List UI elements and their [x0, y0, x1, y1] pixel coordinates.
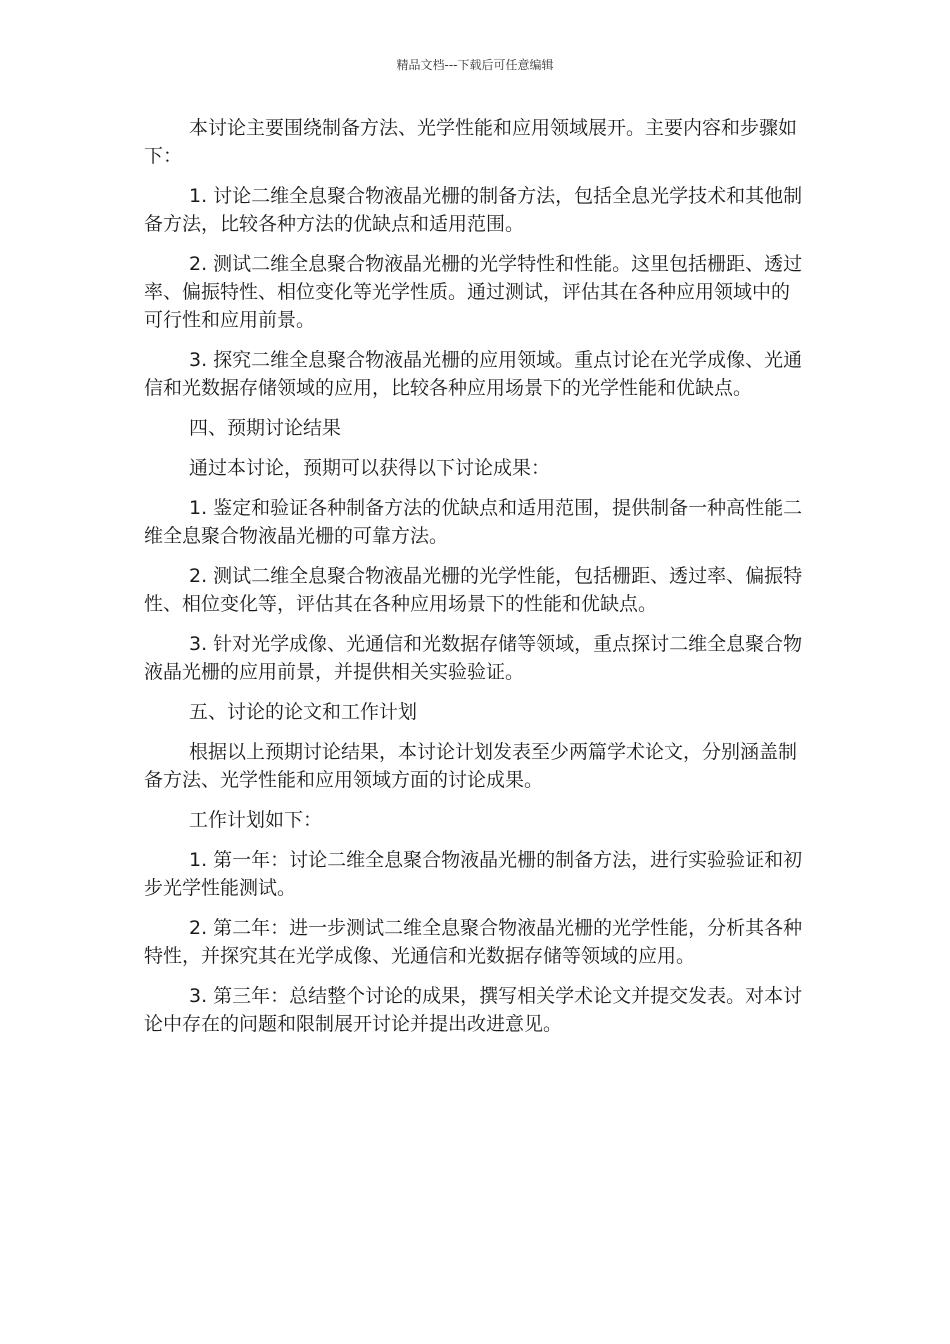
- paragraph-plan-year-3: 3. 第三年：总结整个讨论的成果，撰写相关学术论文并提交发表。对本讨论中存在的问题和限制展开讨论并提出改进意见。: [144, 985, 803, 1035]
- paragraph-item-3: 3. 探究二维全息聚合物液晶光栅的应用领域。重点讨论在光学成像、光通信和光数据存储领域的应用，比较各种应用场景下的光学性能和优缺点。: [144, 349, 803, 399]
- section-heading-expected-results: 四、预期讨论结果: [189, 417, 342, 439]
- paragraph-result-2: 2. 测试二维全息聚合物液晶光栅的光学性能，包括栅距、透过率、偏振特性、相位变化等，评估其在各种应用场景下的性能和优缺点。: [144, 565, 803, 615]
- paragraph-result-1: 1. 鉴定和验证各种制备方法的优缺点和适用范围，提供制备一种高性能二维全息聚合物液晶光栅的可靠方法。: [144, 497, 803, 547]
- paragraph-item-1: 1. 讨论二维全息聚合物液晶光栅的制备方法，包括全息光学技术和其他制备方法，比较各种方法的优缺点和适用范围。: [144, 185, 803, 235]
- paragraph-results-intro: 通过本讨论，预期可以获得以下讨论成果：: [189, 457, 551, 479]
- document-body: [144, 114, 808, 1050]
- paragraph-item-2: 2. 测试二维全息聚合物液晶光栅的光学特性和性能。这里包括栅距、透过率、偏振特性、相位变化等光学性质。通过测试，评估其在各种应用领域中的可行性和应用前景。: [144, 253, 803, 331]
- section-heading-papers-plan: 五、讨论的论文和工作计划: [189, 701, 418, 723]
- paragraph-papers: 根据以上预期讨论结果，本讨论计划发表至少两篇学术论文，分别涵盖制备方法、光学性能和应用领域方面的讨论成果。: [144, 741, 798, 791]
- page-header: 精品文档---下载后可任意编辑: [396, 58, 554, 72]
- paragraph-plan-year-2: 2. 第二年：进一步测试二维全息聚合物液晶光栅的光学性能，分析其各种特性，并探究其在光学成像、光通信和光数据存储等领域的应用。: [144, 917, 803, 967]
- paragraph-intro: 本讨论主要围绕制备方法、光学性能和应用领域展开。主要内容和步骤如下：: [144, 117, 798, 167]
- paragraph-plan-intro: 工作计划如下：: [189, 809, 323, 831]
- paragraph-result-3: 3. 针对光学成像、光通信和光数据存储等领域，重点探讨二维全息聚合物液晶光栅的应用前景，并提供相关实验验证。: [144, 633, 803, 683]
- paragraph-plan-year-1: 1. 第一年：讨论二维全息聚合物液晶光栅的制备方法，进行实验验证和初步光学性能测试。: [144, 849, 803, 899]
